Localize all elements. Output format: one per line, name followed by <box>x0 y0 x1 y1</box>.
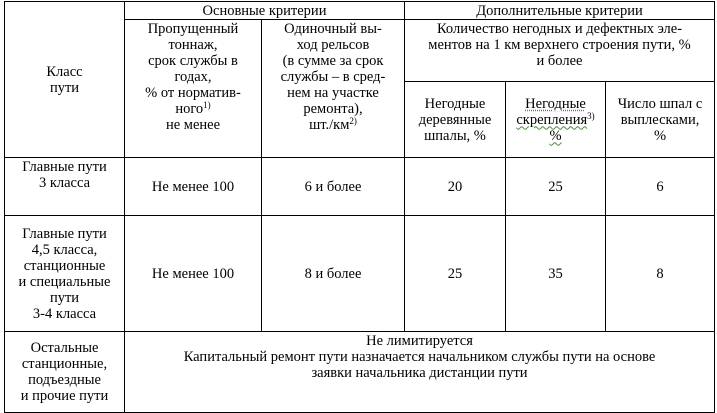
row-class-line: 4,5 класса, <box>31 241 98 258</box>
row-tonnage: Не менее 100 <box>125 216 262 332</box>
row-class-line: 3-4 класса <box>32 305 97 322</box>
header-rails-line: (в сумме за срок <box>282 53 384 69</box>
header-fasteners-unit: % <box>549 127 562 144</box>
header-class <box>5 2 125 158</box>
header-extra-criteria: Дополнительные критерии <box>405 2 715 20</box>
row-rails: 8 и более <box>262 216 405 332</box>
header-fasteners-word: скрепления <box>516 111 588 128</box>
row-class-line: и специальные <box>18 273 111 290</box>
header-rails-line: Одиночный вы- <box>284 21 382 37</box>
header-rails-line: нем на участке <box>287 85 379 101</box>
header-main-criteria: Основные критерии <box>125 2 405 20</box>
table-row <box>5 216 715 332</box>
row-fasteners: 25 <box>506 158 606 216</box>
header-tonnage-line: срок службы в <box>148 53 238 69</box>
row-class <box>5 332 125 413</box>
header-rails-line: ремонта), <box>303 101 363 117</box>
header-tonnage-line: годах, <box>174 69 212 85</box>
row-sleepers: 25 <box>405 216 506 332</box>
header-defects-group <box>405 20 715 82</box>
criteria-table <box>4 1 715 413</box>
header-tonnage-line <box>127 101 259 117</box>
row-rails: 6 и более <box>262 158 405 216</box>
footnote-2: 2) <box>349 116 357 126</box>
header-rails-unit: шт./км <box>309 117 350 133</box>
row-sleepers: 20 <box>405 158 506 216</box>
header-fasteners <box>506 82 606 158</box>
row-class-line: и прочие пути <box>20 388 109 404</box>
header-splash-line: % <box>653 127 667 144</box>
row-class <box>5 158 125 216</box>
header-defects-line: ментов на 1 км верхнего строения пути, % <box>428 37 691 53</box>
header-rails-line <box>264 117 402 133</box>
header-class-line: Класс <box>46 63 83 80</box>
header-tonnage-line: Пропущенный <box>147 21 239 37</box>
row-not-limited-line: заявки начальника дистанции пути <box>311 365 528 381</box>
row-class-line: Главные пути <box>22 225 107 242</box>
row-class-line: станционные, <box>21 356 108 372</box>
row-class-line: Главные пути <box>22 159 107 175</box>
row-not-limited <box>125 332 715 413</box>
row-splash: 8 <box>606 216 715 332</box>
table-row <box>5 332 715 413</box>
row-class-line: 3 класса <box>38 175 91 191</box>
header-tonnage <box>125 20 262 158</box>
row-not-limited-line: Не лимитируется <box>366 333 473 349</box>
header-sleepers-line: деревянные <box>418 111 492 128</box>
header-fasteners-line <box>508 112 603 128</box>
header-tonnage-line: тоннаж, <box>168 37 218 53</box>
header-fasteners-line <box>508 96 603 112</box>
row-splash: 6 <box>606 158 715 216</box>
header-splash-line: выплесками, <box>620 111 700 128</box>
row-fasteners: 35 <box>506 216 606 332</box>
header-fasteners-line <box>508 128 603 144</box>
row-tonnage: Не менее 100 <box>125 158 262 216</box>
header-sleepers <box>405 82 506 158</box>
header-tonnage-line: не менее <box>165 117 221 133</box>
header-rails-line: службы – в сред- <box>280 69 386 85</box>
header-tonnage-line: % от норматив- <box>145 85 241 101</box>
header-splash <box>606 82 715 158</box>
header-defects-line: Количество негодных и дефектных эле- <box>436 21 683 37</box>
header-class-line: пути <box>49 79 80 96</box>
row-class-line: подъездные <box>28 372 101 388</box>
footnote-3: 3) <box>587 110 595 121</box>
row-class <box>5 216 125 332</box>
header-tonnage-word: ного <box>175 101 204 117</box>
header-sleepers-line: Негодные <box>424 95 486 112</box>
header-defects-line: и более <box>536 53 583 69</box>
header-rails-line: ход рельсов <box>296 37 370 53</box>
row-class-line: станционные <box>23 257 106 274</box>
header-fasteners-word: Негодные <box>525 95 586 112</box>
row-class-line: Остальные <box>30 340 99 356</box>
header-rails <box>262 20 405 158</box>
row-class-line: пути <box>49 289 80 306</box>
header-sleepers-line: шпалы, % <box>424 127 486 144</box>
footnote-1: 1) <box>203 100 211 110</box>
header-splash-line: Число шпал с <box>617 95 703 112</box>
table-row <box>5 158 715 216</box>
row-not-limited-line: Капитальный ремонт пути назначается начальником службы пути на основе <box>183 349 656 365</box>
